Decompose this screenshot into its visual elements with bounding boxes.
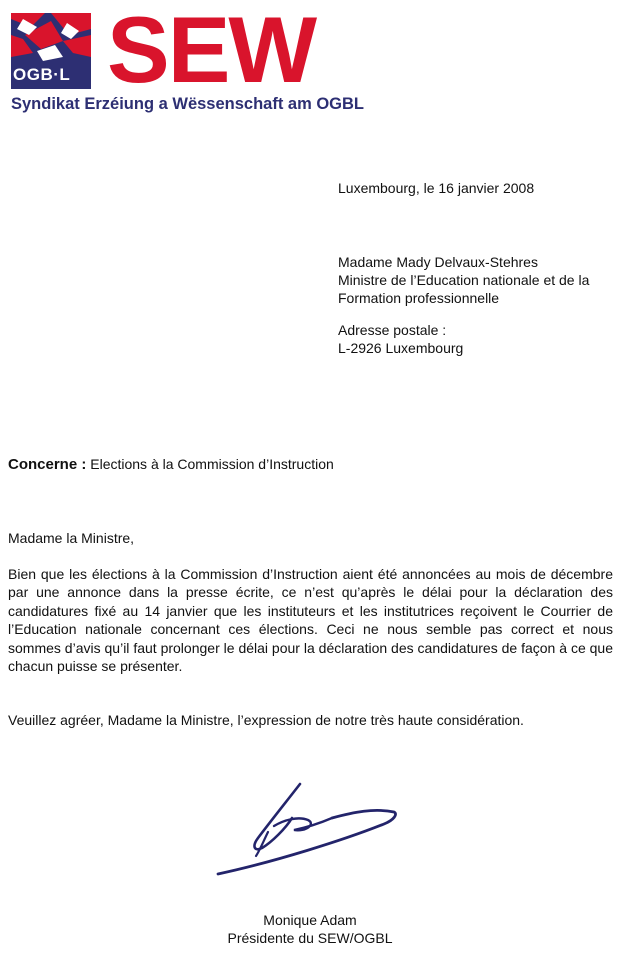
postal-label: Adresse postale : xyxy=(338,322,447,338)
signatory-block xyxy=(210,911,410,947)
handwritten-signature-icon xyxy=(214,778,404,883)
logo-text: OGB·L xyxy=(13,65,71,84)
closing-formula: Veuillez agréer, Madame la Ministre, l’expression de notre très haute considération. xyxy=(8,712,524,728)
subject-line xyxy=(8,455,334,474)
letterhead xyxy=(11,0,365,118)
recipient-name: Madame Mady Delvaux-Stehres xyxy=(338,254,538,270)
recipient-address xyxy=(338,253,589,357)
signatory-name: Monique Adam xyxy=(263,912,357,928)
date-line: Luxembourg, le 16 janvier 2008 xyxy=(338,180,535,196)
organization-name: Syndikat Erzéiung a Wëssenschaft am OGBL xyxy=(11,95,365,113)
postal-value: L-2926 Luxembourg xyxy=(338,340,464,356)
recipient-title-line2: Formation professionnelle xyxy=(338,290,500,306)
signatory-role: Présidente du SEW/OGBL xyxy=(227,930,393,946)
letter-body: Bien que les élections à la Commission d’Instruction aient été annoncées au mois de décembre par une annonce dans la presse écrite, ce n’est qu’après le délai pour la déclaration des candidatures fixé au 14 janvier que les instituteurs et les institutrices reçoivent le Courrier de l’Education nationale concernant ces élections. Ceci ne nous semble pas correct et nous sommes d’avis qu’il faut prolonger le délai pour la déclaration des candidatures de façon à ce que chacun puisse se présenter. xyxy=(8,566,613,675)
salutation: Madame la Ministre, xyxy=(8,530,135,546)
subject-text: Elections à la Commission d’Instruction xyxy=(90,456,334,472)
subject-label: Concerne : xyxy=(8,456,87,473)
brand-wordmark: SEW xyxy=(107,0,316,102)
recipient-title-line1: Ministre de l’Education nationale et de la xyxy=(338,272,590,288)
